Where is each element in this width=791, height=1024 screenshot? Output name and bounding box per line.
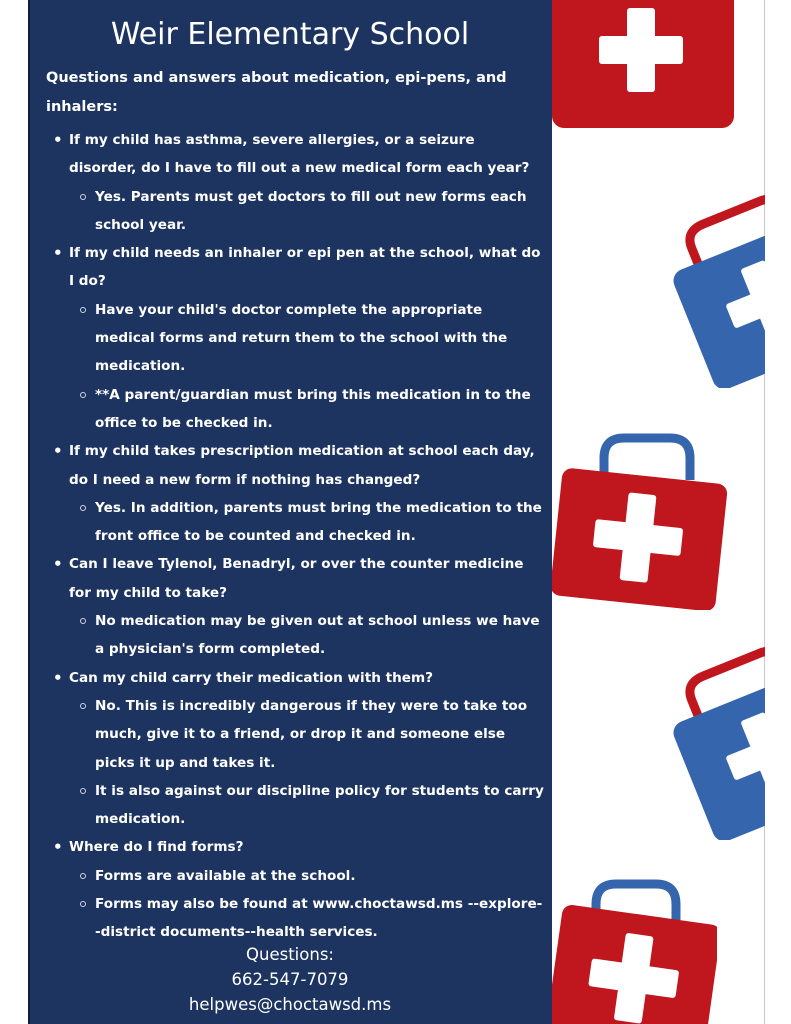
page-margin <box>0 0 28 1024</box>
page-title: Weir Elementary School <box>110 17 470 52</box>
qa-item <box>44 550 544 663</box>
answer-list <box>69 296 544 437</box>
question-text: Can my child carry their medication with them? <box>69 669 434 686</box>
qa-item <box>44 126 544 239</box>
answer-text: Forms may also be found at www.choctawsd.ms --explore--district documents--health services. <box>69 890 544 947</box>
answer-list <box>69 862 544 947</box>
qa-item <box>44 437 544 550</box>
qa-item <box>44 664 544 834</box>
first-aid-kit-icon <box>552 876 717 1024</box>
contact-block <box>30 942 550 1017</box>
answer-list <box>69 494 544 551</box>
answer-text: Yes. Parents must get doctors to fill out new forms each school year. <box>69 183 544 240</box>
answer-list <box>69 607 544 664</box>
contact-heading: Questions: <box>246 945 334 964</box>
first-aid-kit-icon <box>552 0 742 135</box>
info-panel <box>28 0 552 1024</box>
answer-list <box>69 692 544 833</box>
answer-text: Have your child's doctor complete the appropriate medical forms and return them to the school with the medication. <box>69 296 544 381</box>
question-text: Can I leave Tylenol, Benadryl, or over the counter medicine for my child to take? <box>69 556 524 601</box>
answer-text: No. This is incredibly dangerous if they were to take too much, give it to a friend, or drop it and someone else picks it up and takes it. <box>69 692 544 777</box>
question-text: If my child takes prescription medication at school each day, do I need a new form if nothing has changed? <box>69 443 535 488</box>
qa-list <box>44 126 544 947</box>
qa-item <box>44 239 544 437</box>
answer-text: **A parent/guardian must bring this medication in to the office to be checked in. <box>69 381 544 438</box>
qa-item <box>44 833 544 946</box>
first-aid-kit-icon <box>645 640 765 840</box>
intro-text: Questions and answers about medication, epi-pens, and inhalers: <box>46 70 507 115</box>
question-text: If my child has asthma, severe allergies, or a seizure disorder, do I have to fill out a new medical form each year? <box>69 132 530 177</box>
answer-text: Forms are available at the school. <box>69 862 544 890</box>
contact-email: helpwes@choctawsd.ms <box>188 995 392 1014</box>
answer-text: It is also against our discipline policy for students to carry medication. <box>69 777 544 834</box>
answer-text: No medication may be given out at school unless we have a physician's form completed. <box>69 607 544 664</box>
answer-list <box>69 183 544 240</box>
question-text: If my child needs an inhaler or epi pen at the school, what do I do? <box>69 245 541 290</box>
question-text: Where do I find forms? <box>69 839 244 856</box>
first-aid-kit-icon <box>552 428 728 610</box>
contact-phone: 662-547-7079 <box>231 970 349 989</box>
answer-text: Yes. In addition, parents must bring the medication to the front office to be counted and checked in. <box>69 494 544 551</box>
page-edge <box>764 0 765 1024</box>
first-aid-kit-icon <box>645 188 765 388</box>
